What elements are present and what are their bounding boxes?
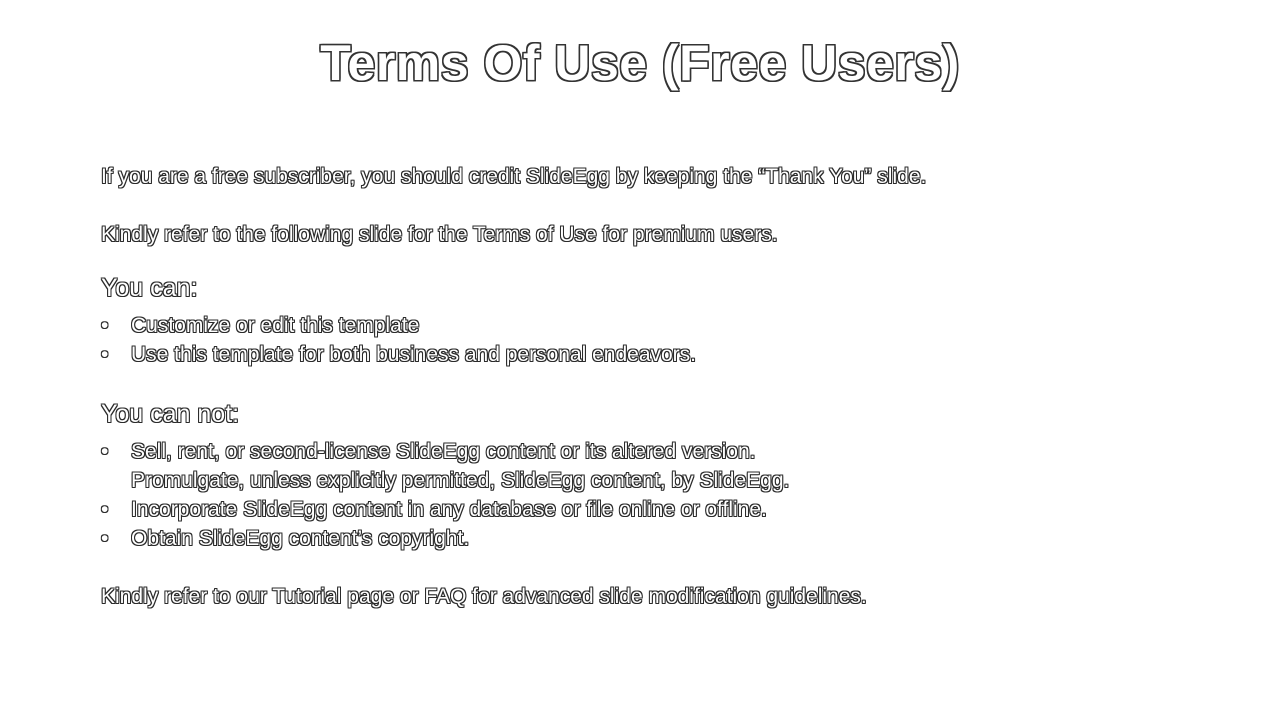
list-item xyxy=(101,495,1181,524)
list-item-text: Customize or edit this template xyxy=(131,314,420,337)
bullet-icon: • xyxy=(101,440,109,463)
list-item-text: Incorporate SlideEgg content in any database or file online or offline. xyxy=(131,498,767,521)
you-can-not-heading: You can not: xyxy=(101,400,240,428)
list-item-text: Promulgate, unless explicitly permitted, SlideEgg content, by SlideEgg. xyxy=(131,469,790,492)
intro-line-premium-reference: Kindly refer to the following slide for the Terms of Use for premium users. xyxy=(101,223,778,246)
list-item-text: Sell, rent, or second-license SlideEgg content or its altered version. xyxy=(131,440,756,463)
bullet-icon: • xyxy=(101,343,109,366)
list-item-text: Obtain SlideEgg content’s copyright. xyxy=(131,527,470,550)
bullet-icon: • xyxy=(101,498,109,521)
list-item xyxy=(101,311,1181,340)
bullet-icon: • xyxy=(101,314,109,337)
spacer xyxy=(101,553,1181,582)
intro-line-credit: If you are a free subscriber, you should credit SlideEgg by keeping the “Thank You” slide. xyxy=(101,165,927,188)
you-can-list xyxy=(101,311,1181,369)
list-item xyxy=(101,437,1181,466)
you-can-not-list xyxy=(101,437,1181,553)
bullet-icon: • xyxy=(101,527,109,550)
list-item-text: Use this template for both business and personal endeavors. xyxy=(131,343,697,366)
footer-guidelines-text: Kindly refer to our Tutorial page or FAQ for advanced slide modification guidelines. xyxy=(101,585,867,608)
you-can-heading: You can: xyxy=(101,274,198,302)
list-item xyxy=(101,524,1181,553)
list-item xyxy=(101,466,1181,495)
list-item xyxy=(101,340,1181,369)
terms-body xyxy=(101,162,1181,611)
page-title: Terms Of Use (Free Users) xyxy=(320,35,960,91)
spacer xyxy=(101,191,1181,220)
